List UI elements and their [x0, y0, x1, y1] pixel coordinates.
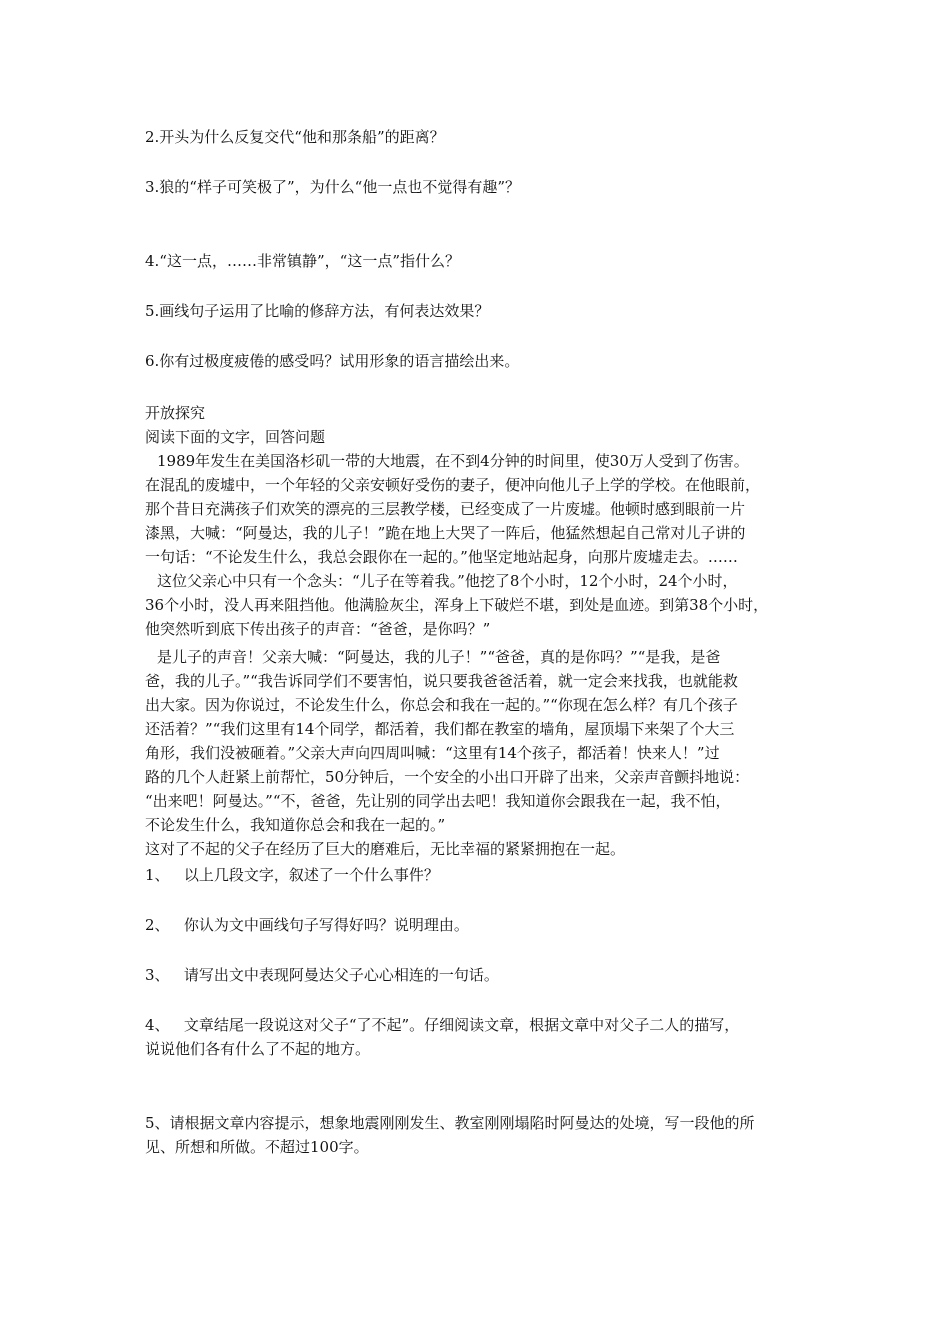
instruction: 阅读下面的文字，回答问题	[145, 428, 326, 446]
passage-line: 在混乱的废墟中，一个年轻的父亲安顿好受伤的妻子，便冲向他儿子上学的学校。在他眼前，	[145, 476, 761, 494]
passage-line: 爸，我的儿子。”“我告诉同学们不要害怕，说只要我爸爸活着，就一定会来找我，也就能救	[145, 672, 738, 690]
question-5-continued: 见、所想和所做。不超过100字。	[145, 1138, 369, 1156]
passage-line: 这位父亲心中只有一个念头：“儿子在等着我。”他挖了8个小时，12个小时，24个小时，	[157, 572, 738, 590]
passage-line: 他突然听到底下传出孩子的声音：“爸爸，是你吗？”	[145, 620, 491, 638]
passage-line: 还活着？”“我们这里有14个同学，都活着，我们都在教室的墙角，屋顶塌下来架了个大三	[145, 720, 735, 738]
question-4: 4、 文章结尾一段说这对父子“了不起”。仔细阅读文章，根据文章中对父子二人的描写，	[145, 1016, 740, 1034]
passage-line: “出来吧！阿曼达。”“不，爸爸，先让别的同学出去吧！我知道你会跟我在一起，我不怕，	[145, 792, 731, 810]
passage-line: 漆黑，大喊：“阿曼达，我的儿子！”跪在地上大哭了一阵后，他猛然想起自己常对儿子讲的	[145, 524, 746, 542]
question-2: 2、 你认为文中画线句子写得好吗？说明理由。	[145, 916, 469, 934]
question-1: 1、 以上几段文字，叙述了一个什么事件？	[145, 866, 439, 884]
question-6: 6.你有过极度疲倦的感受吗？试用形象的语言描绘出来。	[145, 352, 520, 370]
passage-line: 36个小时，没人再来阻挡他。他满脸灰尘，浑身上下破烂不堪，到处是血迹。到第38个小时，	[145, 596, 769, 614]
question-3: 3.狼的“样子可笑极了”，为什么“他一点也不觉得有趣”？	[145, 178, 520, 196]
question-2: 2.开头为什么反复交代“他和那条船”的距离？	[145, 128, 445, 146]
passage-line: 这对了不起的父子在经历了巨大的磨难后，无比幸福的紧紧拥抱在一起。	[145, 840, 626, 858]
question-3: 3、 请写出文中表现阿曼达父子心心相连的一句话。	[145, 966, 499, 984]
passage-line: 是儿子的声音！父亲大喊：“阿曼达，我的儿子！”“爸爸，真的是你吗？”“是我，是爸	[157, 648, 721, 666]
passage-line: 路的几个人赶紧上前帮忙，50分钟后，一个安全的小出口开辟了出来，父亲声音颤抖地说：	[145, 768, 750, 786]
passage-line: 出大家。因为你说过，不论发生什么，你总会和我在一起的。”“你现在怎么样？有几个孩子	[145, 696, 738, 714]
passage-line: 一句话：“不论发生什么，我总会跟你在一起的。”他坚定地站起身，向那片废墟走去。……	[145, 548, 738, 566]
question-5: 5.画线句子运用了比喻的修辞方法，有何表达效果？	[145, 302, 490, 320]
passage-line: 那个昔日充满孩子们欢笑的漂亮的三层教学楼，已经变成了一片废墟。他顿时感到眼前一片	[145, 500, 746, 518]
question-5: 5、请根据文章内容提示，想象地震刚刚发生、教室刚刚塌陷时阿曼达的处境，写一段他的所	[145, 1114, 755, 1132]
passage-line: 1989年发生在美国洛杉矶一带的大地震，在不到4分钟的时间里，使30万人受到了伤害。	[157, 452, 749, 470]
passage-line: 角形，我们没被砸着。”父亲大声向四周叫喊：“这里有14个孩子，都活着！快来人！”过	[145, 744, 720, 762]
question-4: 4.“这一点，……非常镇静”，“这一点”指什么？	[145, 252, 460, 270]
question-4-continued: 说说他们各有什么了不起的地方。	[145, 1040, 371, 1058]
passage-line: 不论发生什么，我知道你总会和我在一起的。”	[145, 816, 446, 834]
section-title: 开放探究	[145, 404, 206, 422]
